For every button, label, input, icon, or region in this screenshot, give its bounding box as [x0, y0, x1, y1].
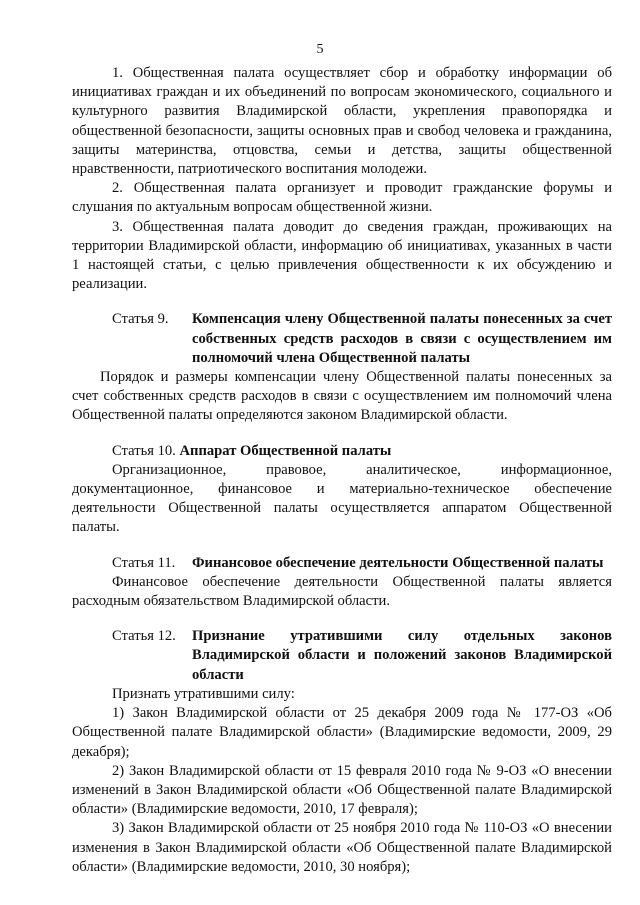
article-12-item-3: 3) Закон Владимирской области от 25 ноября 2010 года № 110-ОЗ «О внесении изменения в Закон Владимирской области «Об Общественной палате Владимирской области» (Владимирские ведомости, 2010, 30 ноября);: [72, 820, 612, 875]
article-11-title: Финансовое обеспечение деятельности Общественной палаты: [192, 554, 604, 571]
article-12-label: Статья 12.: [112, 628, 176, 645]
article-9-label: Статья 9.: [112, 311, 169, 328]
article-12-item-1: 1) Закон Владимирской области от 25 декабря 2009 года № 177-ОЗ «Об Общественной палате Владимирской области» (Владимирские ведомости, 2009, 29 декабря);: [72, 705, 612, 760]
article-12-heading: [72, 627, 612, 685]
document-body: [72, 64, 612, 877]
page-number: 5: [316, 42, 324, 57]
article-10-text: Организационное, правовое, аналитическое, информационное, документационное, финансовое и материально-техническое обеспечение деятельности Общественной палаты осуществляется аппаратом Общественной палаты.: [72, 461, 612, 536]
article-11-heading: [72, 554, 612, 573]
article-10-title: Аппарат Общественной палаты: [179, 442, 392, 459]
paragraph-3: 3. Общественная палата доводит до сведения граждан, проживающих на территории Владимирской области, информацию об инициативах, указанных в части 1 настоящей статьи, с целью привлечения общественности к их обсуждению и реализации.: [72, 218, 612, 293]
article-9-heading: [72, 310, 612, 368]
article-12-title: Признание утратившими силу отдельных законов Владимирской области и положений законов Владимирской области: [192, 628, 612, 683]
article-12-item-2: 2) Закон Владимирской области от 15 февраля 2010 года № 9-ОЗ «О внесении изменений в Закон Владимирской области «Об Общественной палате Владимирской области» (Владимирские ведомости, 2010, 17 февраля);: [72, 762, 612, 818]
article-10-label: Статья 10.: [112, 442, 176, 459]
article-9-text: Порядок и размеры компенсации члену Общественной палаты понесенных за счет собственных средств расходов в связи с осуществлением им полномочий члена Общественной палаты определяются законом Владимирской области.: [72, 369, 612, 424]
article-11-label: Статья 11.: [112, 554, 176, 571]
article-9-title: Компенсация члену Общественной палаты понесенных за счет собственных средств расходов в связи с осуществлением им полномочий члена Общественной палаты: [192, 311, 612, 366]
paragraph-1: 1. Общественная палата осуществляет сбор и обработку информации об инициативах граждан и их объединений по вопросам экономического, социального и культурного развития Владимирской области, укрепления правопорядка и общественной безопасности, защиты основных прав и свобод человека и гражданина, защиты материнства, отцовства, семьи и детства, защиты общественной нравственности, патриотического воспитания молодежи.: [72, 65, 612, 178]
paragraph-2: 2. Общественная палата организует и проводит гражданские форумы и слушания по актуальным вопросам общественной жизни.: [72, 180, 612, 216]
article-11-text: Финансовое обеспечение деятельности Общественной палаты является расходным обязательством Владимирской области.: [72, 573, 612, 610]
article-12-intro: Признать утратившими силу:: [112, 685, 295, 702]
article-10-heading: [72, 442, 612, 461]
